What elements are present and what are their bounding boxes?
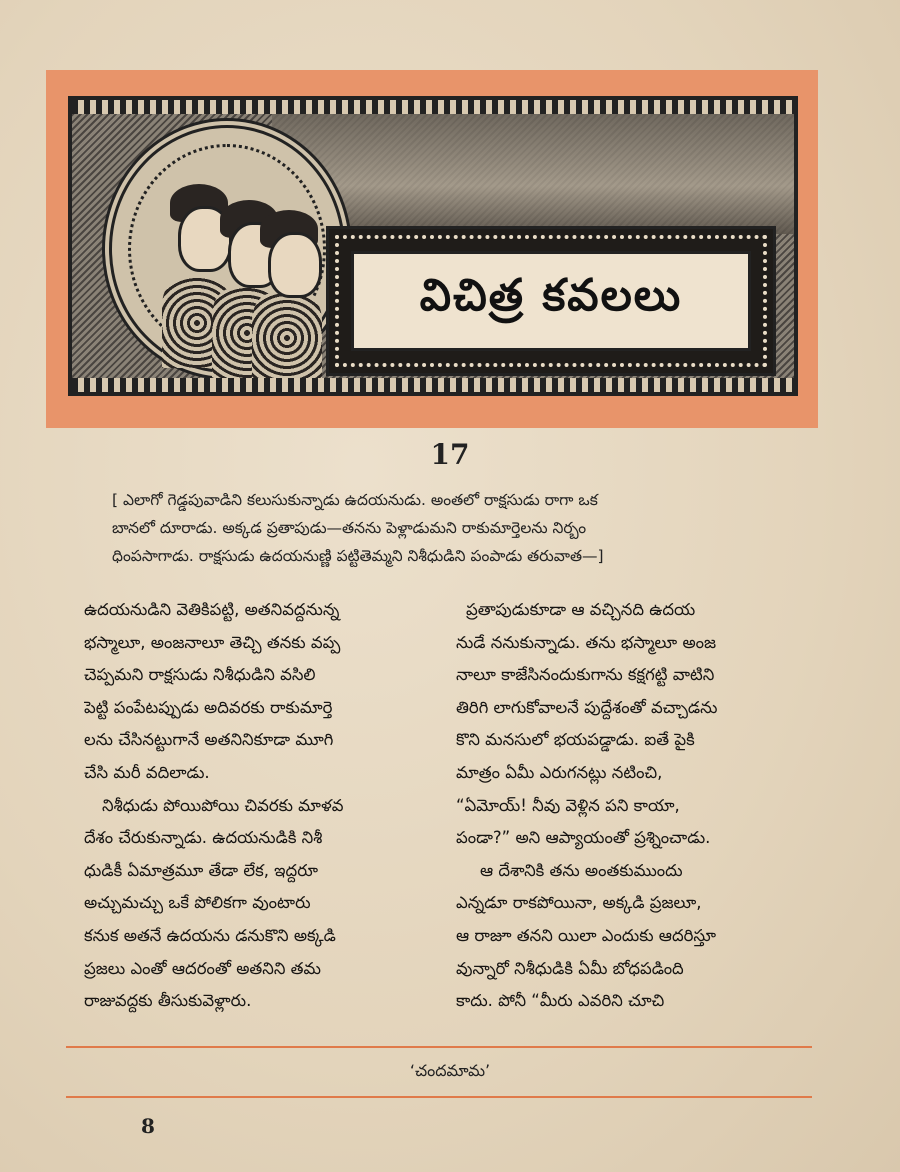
title-frame [326, 226, 776, 376]
figure-robe [252, 293, 322, 383]
text-line: మాత్రం ఏమీ ఎరుగనట్లు నటించి, [456, 762, 663, 782]
story-title: విచిత్ర కవలలు [419, 270, 683, 321]
banner-border-bottom [72, 378, 794, 392]
text-line: చెప్పమని రాక్షసుడు నిశీధుడిని వసిలి [84, 665, 316, 685]
text-line: అచ్చుమచ్చు ఒకే పోలికగా వుంటారు [84, 893, 311, 913]
text-line: నాలూ కాజేసినందుకుగాను కక్షగట్టి వాటిని [456, 665, 715, 685]
magazine-name: ‘చందమామ’ [409, 1061, 491, 1080]
text-line: దేశం చేరుకున్నాడు. ఉదయనుడికి నిశీ [84, 828, 323, 848]
banner-illustration [68, 96, 798, 396]
figure-face [268, 232, 322, 298]
summary-line: ధింపసాగాడు. రాక్షసుడు ఉదయనుణ్ణి పట్టితెమ్మని నిశీధుడిని పంపాడు తరువాత—] [112, 547, 604, 565]
chapter-number: 17 [430, 438, 470, 471]
text-line: ఉదయనుడిని వెతికిపట్టి, అతనివద్దనున్న [84, 600, 340, 619]
text-line: ఎన్నడూ రాకపోయినా, అక్కడి ప్రజలూ, [456, 893, 702, 913]
text-line: ఆ దేశానికి తను అంతకుముందు [480, 860, 683, 880]
text-line: కనుక అతనే ఉదయను డనుకొని అక్కడి [84, 925, 336, 945]
text-line: పండా?” అని ఆప్యాయంతో ప్రశ్నించాడు. [456, 828, 711, 848]
text-line: ధుడికీ ఏమాత్రమూ తేడా లేక, ఇద్దరూ [84, 860, 319, 880]
text-line: ప్రజలు ఎంతో ఆదరంతో అతనిని తమ [84, 958, 321, 978]
summary-line: బానలో దూరాడు. అక్కడ ప్రతాపుడు—తనను పెళ్లాడుమని రాకుమార్తెలను నిర్బం [112, 519, 587, 537]
previous-summary [112, 486, 812, 570]
text-line: లను చేసినట్టుగానే అతనినికూడా మూగి [84, 730, 334, 750]
text-line: పెట్టి పంపేటప్పుడు అదివరకు రాకుమార్తె [84, 697, 333, 717]
page-number: 8 [141, 1114, 155, 1138]
banner-sky [272, 114, 794, 234]
text-line: నుడే ననుకున్నాడు. తను భస్మాలూ అంజ [456, 632, 717, 652]
text-line: ఆ రాజూ తనని యిలా ఎందుకు ఆదరిస్తూ [456, 925, 717, 945]
banner-border-top [72, 100, 794, 114]
text-line: చేసి మరీ వదిలాడు. [84, 762, 210, 782]
text-line: వున్నారో నిశీధుడికి ఏమీ బోధపడింది [456, 958, 684, 978]
footer-rule-top [66, 1046, 812, 1048]
body-column-right [456, 594, 792, 1018]
title-banner [46, 70, 818, 428]
text-line: కాదు. పోనీ “మీరు ఎవరిని చూచి [456, 991, 665, 1011]
body-column-left [84, 594, 420, 1018]
text-line: “ఏమోయ్! నీవు వెళ్లిన పని కాయా, [456, 795, 680, 815]
text-line: ప్రతాపుడుకూడా ఆ వచ్చినది ఉదయ [466, 600, 696, 619]
text-line: తిరిగి లాగుకోవాలనే పుద్దేశంతో వచ్చాడను [456, 697, 718, 717]
text-line: భస్మాలూ, అంజనాలూ తెచ్చి తనకు వప్ప [84, 632, 341, 652]
summary-line: [ ఎలాగో గెడ్డపువాడిని కలుసుకున్నాడు ఉదయనుడు. అంతలో రాక్షసుడు రాగా ఒక [112, 491, 598, 509]
text-line: కొని మనసులో భయపడ్డాడు. ఐతే పైకి [456, 730, 695, 750]
portrait-medallion [102, 118, 352, 380]
text-line: రాజువద్దకు తీసుకువెళ్లారు. [84, 991, 252, 1011]
text-line: నిశీధుడు పోయిపోయి చివరకు మాళవ [102, 795, 344, 815]
footer-rule-bottom [66, 1096, 812, 1098]
